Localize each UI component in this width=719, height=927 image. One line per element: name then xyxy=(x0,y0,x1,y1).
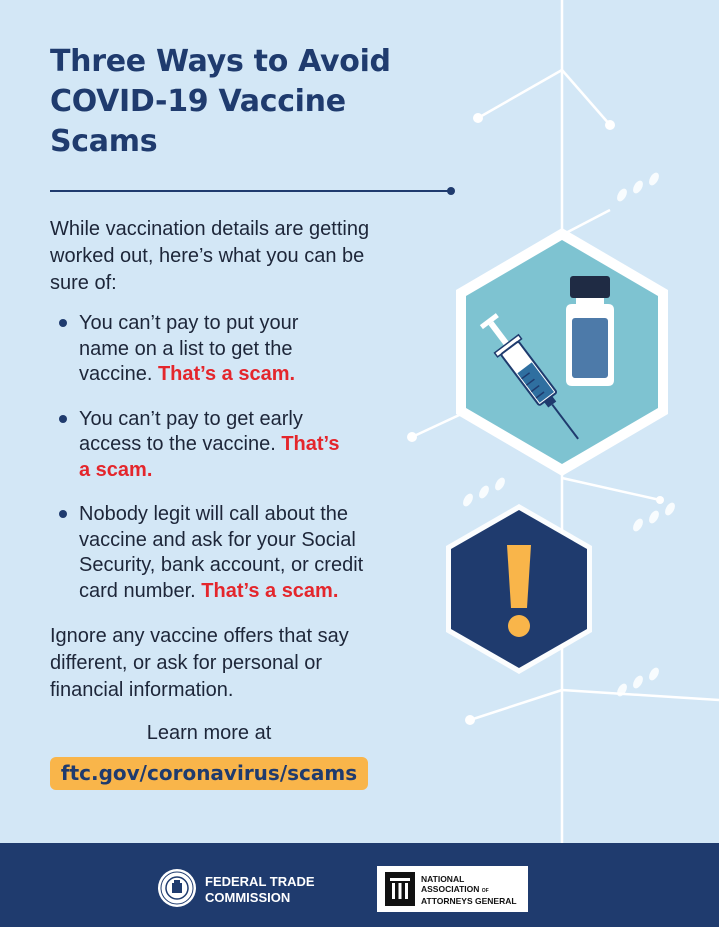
main-content xyxy=(50,42,430,724)
title-divider xyxy=(50,190,452,192)
scam-list xyxy=(50,311,430,604)
naag-line-2: ASSOCIATION xyxy=(421,884,480,894)
naag-line-3: ATTORNEYS GENERAL xyxy=(421,896,517,906)
footer xyxy=(0,843,719,927)
naag-logo-box xyxy=(377,866,528,912)
ftc-scams-link[interactable]: ftc.gov/coronavirus/scams xyxy=(50,757,368,790)
naag-logo xyxy=(385,872,415,906)
scam-flag: That’s a scam. xyxy=(79,433,340,481)
vaccine-vial-icon xyxy=(566,276,614,386)
naag-of: OF xyxy=(481,888,489,894)
title-line-2: COVID-19 Vaccine Scams xyxy=(50,84,346,159)
list-item-text: You can’t pay to put your name on a list to get the vaccine. xyxy=(79,312,299,385)
intro-text: While vaccination details are getting worked out, here’s what you can be sure of: xyxy=(50,218,370,294)
ftc-name xyxy=(205,874,345,906)
page-title xyxy=(50,42,430,162)
ftc-name-line-2: COMMISSION xyxy=(205,890,291,905)
list-item xyxy=(50,311,341,388)
scam-flag: That’s a scam. xyxy=(157,363,296,385)
vaccine-hexagon xyxy=(456,228,668,476)
list-item-text: You can’t pay to get early access to the vaccine. xyxy=(79,407,303,455)
exclamation-icon xyxy=(507,545,531,637)
title-line-1: Three Ways to Avoid xyxy=(50,44,391,79)
learn-more-label: Learn more at xyxy=(146,722,272,744)
list-item-text: Nobody legit will call about the vaccine and ask for your Social Security, bank account, or credit card number. xyxy=(79,503,364,602)
naag-name xyxy=(421,874,525,906)
ftc-name-line-1: FEDERAL TRADE xyxy=(205,874,315,889)
list-item xyxy=(50,502,369,604)
ftc-seal-logo xyxy=(157,868,197,908)
list-item xyxy=(50,407,341,484)
scam-flag: That’s a scam. xyxy=(201,579,339,602)
outro-text: Ignore any vaccine offers that say different, or ask for personal or financial information. xyxy=(50,625,349,701)
naag-line-1: NATIONAL xyxy=(421,874,465,884)
